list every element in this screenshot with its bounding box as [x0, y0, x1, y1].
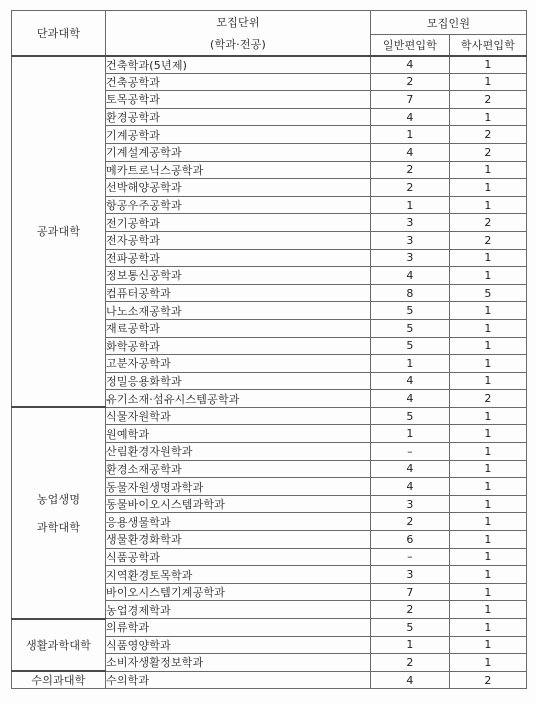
department-cell: 생물환경화학과	[106, 531, 371, 549]
general-quota-cell: 5	[371, 319, 450, 337]
bachelor-quota-cell: 1	[450, 161, 527, 179]
bachelor-quota-cell: 1	[450, 460, 527, 478]
department-cell: 재료공학과	[106, 319, 371, 337]
table-header	[12, 11, 527, 56]
department-cell: 토목공학과	[106, 91, 371, 109]
general-quota-cell: 1	[371, 355, 450, 373]
general-quota-cell: 5	[371, 302, 450, 320]
general-quota-cell: 2	[371, 601, 450, 619]
bachelor-quota-cell: 1	[450, 355, 527, 373]
general-quota-cell: 3	[371, 249, 450, 267]
bachelor-quota-cell: 1	[450, 267, 527, 285]
college-cell	[12, 619, 106, 672]
general-quota-cell: 4	[371, 372, 450, 390]
department-cell: 지역환경토목학과	[106, 566, 371, 584]
department-cell: 정보통신공학과	[106, 267, 371, 285]
bachelor-quota-cell: 1	[450, 478, 527, 496]
college-name-line: 생활과학대학	[26, 638, 91, 652]
department-cell: 나노소재공학과	[106, 302, 371, 320]
general-quota-cell: 2	[371, 73, 450, 91]
college-name-line: 수의과대학	[31, 674, 86, 688]
bachelor-quota-cell: 2	[450, 91, 527, 109]
department-cell: 소비자생활정보학과	[106, 654, 371, 672]
department-cell: 메카트로닉스공학과	[106, 161, 371, 179]
bachelor-quota-cell: 1	[450, 196, 527, 214]
department-cell: 환경소재공학과	[106, 460, 371, 478]
department-cell: 산림환경자원학과	[106, 443, 371, 461]
bachelor-quota-cell: 1	[450, 636, 527, 654]
college-column-header: 단과대학	[12, 11, 106, 56]
bachelor-transfer-header: 학사편입학	[450, 35, 527, 56]
college-name-line: 농업생명	[36, 492, 81, 506]
bachelor-quota-cell: 1	[450, 513, 527, 531]
bachelor-quota-cell: 1	[450, 443, 527, 461]
bachelor-quota-cell: 2	[450, 390, 527, 408]
general-quota-cell: 4	[371, 56, 450, 74]
table-body	[12, 56, 527, 689]
general-quota-cell: 2	[371, 513, 450, 531]
general-quota-cell: 1	[371, 196, 450, 214]
department-cell: 환경공학과	[106, 108, 371, 126]
college-cell	[12, 56, 106, 408]
department-cell: 정밀응용화학과	[106, 372, 371, 390]
department-cell: 농업경제학과	[106, 601, 371, 619]
general-quota-cell: 5	[371, 619, 450, 637]
table-row	[12, 56, 527, 74]
general-quota-cell: 1	[371, 425, 450, 443]
general-quota-cell: 6	[371, 531, 450, 549]
bachelor-quota-cell: 1	[450, 495, 527, 513]
bachelor-quota-cell: 5	[450, 284, 527, 302]
general-quota-cell: –	[371, 443, 450, 461]
general-quota-cell: 3	[371, 214, 450, 232]
general-quota-cell: 2	[371, 654, 450, 672]
general-quota-cell: 4	[371, 671, 450, 689]
bachelor-quota-cell: 1	[450, 302, 527, 320]
bachelor-quota-cell: 1	[450, 619, 527, 637]
bachelor-quota-cell: 1	[450, 337, 527, 355]
department-cell: 유기소재·섬유시스템공학과	[106, 390, 371, 408]
bachelor-quota-cell: 1	[450, 548, 527, 566]
bachelor-quota-cell: 2	[450, 126, 527, 144]
department-cell: 기계공학과	[106, 126, 371, 144]
general-quota-cell: 3	[371, 566, 450, 584]
department-cell: 선박해양공학과	[106, 179, 371, 197]
bachelor-quota-cell: 1	[450, 654, 527, 672]
bachelor-quota-cell: 1	[450, 372, 527, 390]
bachelor-quota-cell: 1	[450, 425, 527, 443]
general-quota-cell: 3	[371, 231, 450, 249]
unit-column-header	[106, 11, 371, 56]
quota-column-header: 모집인원	[371, 11, 527, 35]
department-cell: 건축학과(5년제)	[106, 56, 371, 74]
department-cell: 컴퓨터공학과	[106, 284, 371, 302]
unit-header-line1: 모집단위	[216, 15, 260, 29]
general-quota-cell: 4	[371, 143, 450, 161]
general-quota-cell: 3	[371, 495, 450, 513]
department-cell: 전자공학과	[106, 231, 371, 249]
bachelor-quota-cell: 1	[450, 531, 527, 549]
general-quota-cell: 5	[371, 407, 450, 425]
department-cell: 항공우주공학과	[106, 196, 371, 214]
bachelor-quota-cell: 1	[450, 407, 527, 425]
general-quota-cell: 4	[371, 267, 450, 285]
general-quota-cell: 5	[371, 337, 450, 355]
department-cell: 의류학과	[106, 619, 371, 637]
bachelor-quota-cell: 1	[450, 56, 527, 74]
college-name-line: 과학대학	[36, 520, 81, 534]
general-quota-cell: –	[371, 548, 450, 566]
college-cell	[12, 407, 106, 618]
department-cell: 바이오시스템기계공학과	[106, 583, 371, 601]
department-cell: 화학공학과	[106, 337, 371, 355]
department-cell: 전파공학과	[106, 249, 371, 267]
department-cell: 식물자원학과	[106, 407, 371, 425]
department-cell: 동물자원생명과학과	[106, 478, 371, 496]
general-quota-cell: 4	[371, 390, 450, 408]
general-transfer-header: 일반편입학	[371, 35, 450, 56]
bachelor-quota-cell: 1	[450, 73, 527, 91]
general-quota-cell: 2	[371, 161, 450, 179]
bachelor-quota-cell: 1	[450, 566, 527, 584]
bachelor-quota-cell: 2	[450, 214, 527, 232]
department-cell: 전기공학과	[106, 214, 371, 232]
department-cell: 식품영양학과	[106, 636, 371, 654]
college-name-line: 공과대학	[36, 225, 81, 239]
general-quota-cell: 4	[371, 478, 450, 496]
department-cell: 식품공학과	[106, 548, 371, 566]
department-cell: 동물바이오시스템과학과	[106, 495, 371, 513]
bachelor-quota-cell: 1	[450, 583, 527, 601]
bachelor-quota-cell: 1	[450, 249, 527, 267]
bachelor-quota-cell: 1	[450, 601, 527, 619]
department-cell: 기계설계공학과	[106, 143, 371, 161]
general-quota-cell: 7	[371, 583, 450, 601]
department-cell: 수의학과	[106, 671, 371, 689]
table-row	[12, 407, 527, 425]
table-row	[12, 671, 527, 689]
table-row	[12, 619, 527, 637]
general-quota-cell: 4	[371, 460, 450, 478]
bachelor-quota-cell: 2	[450, 143, 527, 161]
general-quota-cell: 7	[371, 91, 450, 109]
department-cell: 원예학과	[106, 425, 371, 443]
department-cell: 응용생물학과	[106, 513, 371, 531]
general-quota-cell: 4	[371, 108, 450, 126]
general-quota-cell: 8	[371, 284, 450, 302]
department-cell: 건축공학과	[106, 73, 371, 91]
bachelor-quota-cell: 1	[450, 179, 527, 197]
bachelor-quota-cell: 2	[450, 671, 527, 689]
unit-header-line2: (학과·전공)	[210, 37, 266, 51]
department-cell: 고분자공학과	[106, 355, 371, 373]
bachelor-quota-cell: 1	[450, 108, 527, 126]
bachelor-quota-cell: 1	[450, 319, 527, 337]
general-quota-cell: 2	[371, 179, 450, 197]
general-quota-cell: 1	[371, 126, 450, 144]
college-cell	[12, 671, 106, 689]
bachelor-quota-cell: 2	[450, 231, 527, 249]
general-quota-cell: 1	[371, 636, 450, 654]
admission-quota-table	[11, 10, 527, 689]
